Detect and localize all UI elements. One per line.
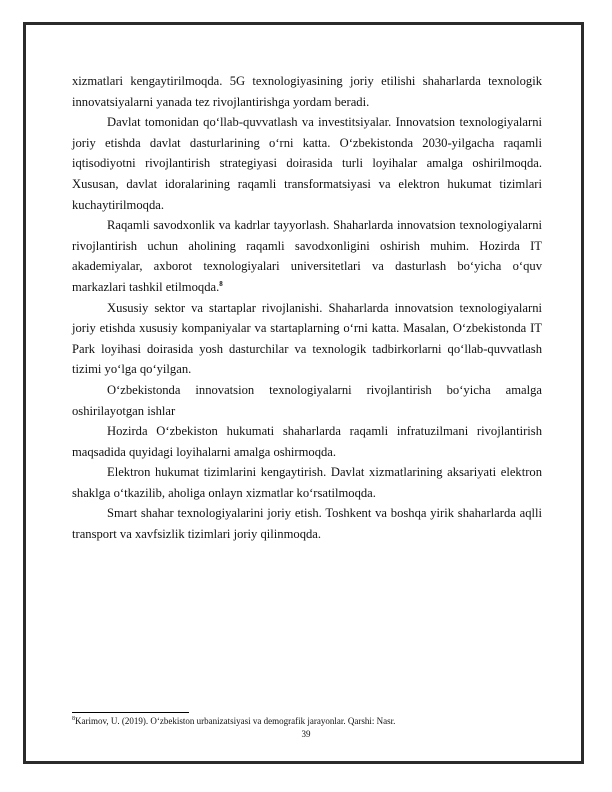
paragraph-7: Elektron hukumat tizimlarini kengaytirish. Davlat xizmatlarining aksariyati elektron shaklga o‘tkazilib, aholiga onlayn xizmatlar ko‘rsatilmoqda.	[72, 465, 542, 500]
footnote-divider	[72, 712, 189, 713]
paragraph-3	[72, 215, 542, 297]
document-body	[72, 71, 542, 545]
footnote	[72, 716, 542, 727]
paragraph-2: Davlat tomonidan qo‘llab-quvvatlash va investitsiyalar. Innovatsion texnologiyalarni joriy etishda davlat dasturlarining o‘rni katta. O‘zbekistonda 2030-yilgacha raqamli iqtisodiyotni rivojlantirish strategiyasi doirasida turli loyihalar amalga oshirilmoqda. Xususan, davlat idoralarining raqamli transformatsiyasi va elektron hukumat tizimlari kuchaytirilmoqda.	[72, 115, 542, 212]
paragraph-4: Xususiy sektor va startaplar rivojlanishi. Shaharlarda innovatsion texnologiyalarni joriy etishda xususiy kompaniyalar va startaplarning o‘rni katta. Masalan, O‘zbekistonda IT Park loyihasi doirasida yosh dasturchilar va texnologik tadbirkorlarni qo‘llab-quvvatlash tizimi yo‘lga qo‘yilgan.	[72, 300, 542, 377]
paragraph-3-text: Raqamli savodxonlik va kadrlar tayyorlash. Shaharlarda innovatsion texnologiyalarni rivojlantirish uchun aholining raqamli savodxonligini oshirish muhim. Hozirda IT akademiyalar, axborot texnologiyalari universitetlari va dasturlash bo‘yicha o‘quv markazlari tashkil etilmoqda.	[72, 218, 542, 294]
paragraph-8: Smart shahar texnologiyalarini joriy etish. Toshkent va boshqa yirik shaharlarda aqlli transport va xavfsizlik tizimlari joriy qilinmoqda.	[72, 506, 542, 542]
section-heading: O‘zbekistonda innovatsion texnologiyalarni rivojlantirish bo‘yicha amalga oshirilayotgan ishlar	[72, 382, 542, 418]
footnote-marker: 8	[72, 716, 75, 722]
footnote-reference[interactable]: 8	[219, 279, 223, 288]
footnote-text: Karimov, U. (2019). O‘zbekiston urbanizatsiyasi va demografik jarayonlar. Qarshi: Nasr.	[75, 716, 396, 726]
page-number: 39	[301, 729, 311, 739]
paragraph-1: xizmatlari kengaytirilmoqda. 5G texnologiyasining joriy etilishi shaharlarda texnologik innovatsiyalarni yanada tez rivojlantirishga yordam beradi.	[72, 74, 542, 109]
paragraph-6: Hozirda O‘zbekiston hukumati shaharlarda raqamli infratuzilmani rivojlantirish maqsadida quyidagi loyihalarni amalga oshirmoqda.	[72, 424, 542, 459]
